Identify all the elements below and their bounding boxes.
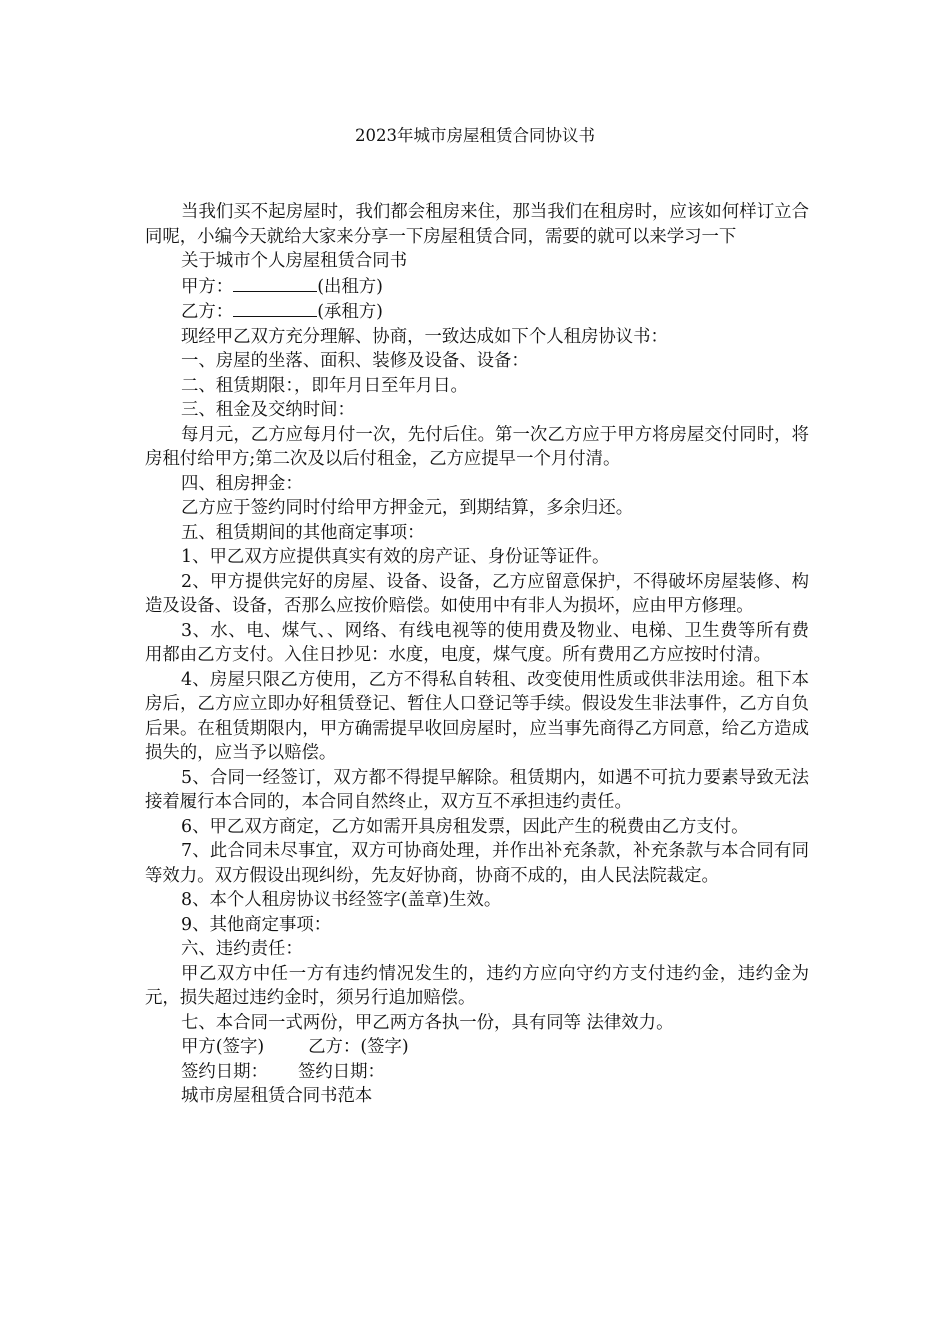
section-2-heading: 二、租赁期限：，即年月日至年月日。 (181, 375, 468, 396)
contract-title: 关于城市个人房屋租赁合同书 (181, 251, 408, 271)
document-title: 2023年城市房屋租赁合同协议书 (355, 126, 595, 145)
item-8: 8、本个人租房协议书经签字(盖章)生效。 (181, 890, 502, 910)
section-1-heading: 一、房屋的坐落、面积、装修及设备、设备： (181, 351, 529, 371)
item-5: 5、合同一经签订，双方都不得提早解除。租赁期内，如遇不可抗力要素导致无法接着履行本合同的，本合同自然终止，双方互不承担违约责任。 (145, 767, 809, 812)
party-a-blank (233, 274, 317, 292)
section-6-heading: 六、违约责任： (181, 939, 303, 959)
party-a-label: 甲方： (181, 276, 234, 297)
item-7: 7、此合同未尽事宜，双方可协商处理，并作出补充条款，补充条款与本合同有同等效力。双方假设出现纠纷，先友好协商，协商不成的，由人民法院裁定。 (145, 841, 809, 886)
item-1: 1、甲乙双方应提供真实有效的房产证、身份证等证件。 (181, 547, 610, 567)
sample-title: 城市房屋租赁合同书范本 (181, 1086, 373, 1106)
section-5-heading: 五、租赁期间的其他商定事项： (181, 522, 425, 543)
party-a-line (145, 274, 809, 300)
party-b-label: 乙方： (181, 302, 234, 322)
item-6: 6、甲乙双方商定，乙方如需开具房租发票，因此产生的税费由乙方支付。 (181, 816, 749, 837)
party-b-role: (承租方) (317, 302, 383, 322)
item-2: 2、甲方提供完好的房屋、设备、设备，乙方应留意保护，不得破坏房屋装修、构造及设备、设备，否那么应按价赔偿。如使用中有非人为损坏，应由甲方修理。 (145, 571, 809, 616)
section-4-text: 乙方应于签约同时付给甲方押金元，到期结算，多余归还。 (181, 498, 634, 518)
signature-line (145, 1035, 809, 1060)
document-body (145, 200, 809, 1109)
date-party-b: 签约日期： (297, 1061, 385, 1082)
date-line (145, 1060, 809, 1085)
preamble: 现经甲乙双方充分理解、协商，一致达成如下个人租房协议书： (181, 326, 668, 347)
item-3: 3、水、电、煤气、、网络、有线电视等的使用费及物业、电梯、卫生费等所有费用都由乙方支付。入住日抄见：水度，电度，煤气度。所有费用乙方应按时付清。 (145, 620, 809, 665)
party-b-line (145, 299, 809, 325)
signature-party-b: 乙方：(签字) (308, 1037, 409, 1057)
party-a-role: (出租方) (317, 276, 383, 297)
section-6-text: 甲乙双方中任一方有违约情况发生的，违约方应向守约方支付违约金，违约金为元，损失超过违约金时，须另行追加赔偿。 (145, 963, 809, 1008)
section-7-text: 七、本合同一式两份，甲乙两方各执一份，具有同等 法律效力。 (181, 1012, 674, 1033)
item-9: 9、其他商定事项： (181, 914, 332, 935)
section-4-heading: 四、租房押金： (181, 473, 303, 494)
signature-party-a: 甲方(签字) (181, 1037, 265, 1057)
party-b-blank (233, 299, 317, 317)
item-4: 4、房屋只限乙方使用，乙方不得私自转租、改变使用性质或供非法用途。租下本房后，乙方应立即办好租赁登记、暂住人口登记等手续。假设发生非法事件，乙方自负后果。在租赁期限内，甲方确需提早收回房屋时，应当事先商得乙方同意，给乙方造成损失的，应当予以赔偿。 (145, 669, 809, 763)
section-3-heading: 三、租金及交纳时间： (181, 400, 355, 420)
intro-paragraph: 当我们买不起房屋时，我们都会租房来住，那当我们在租房时，应该如何样订立合同呢，小编今天就给大家来分享一下房屋租赁合同，需要的就可以来学习一下 (145, 202, 809, 247)
section-3-text: 每月元，乙方应每月付一次，先付后住。第一次乙方应于甲方将房屋交付同时，将房租付给甲方;第二次及以后付租金，乙方应提早一个月付清。 (145, 424, 809, 469)
date-party-a: 签约日期： (181, 1061, 268, 1082)
